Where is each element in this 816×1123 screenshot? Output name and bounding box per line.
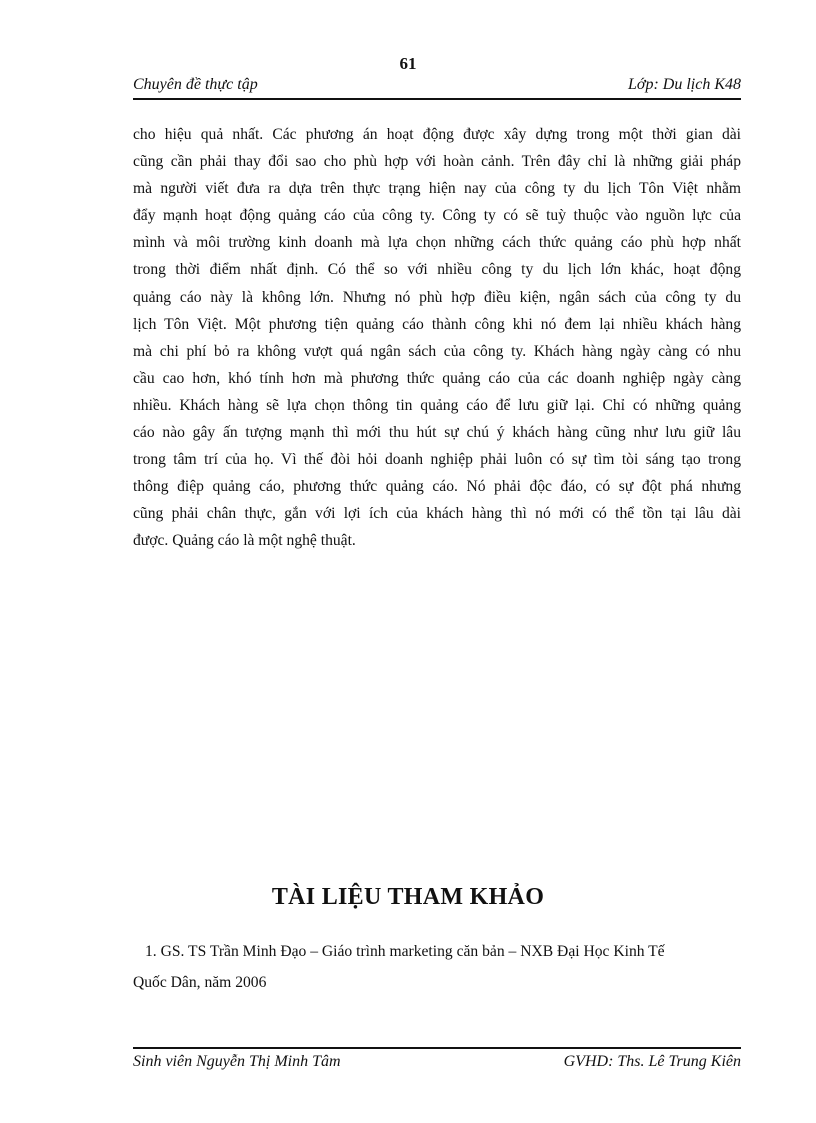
page-header	[133, 74, 741, 100]
body-line: được. Quảng cáo là một nghệ thuật.	[133, 532, 356, 550]
body-line: thông điệp quảng cáo, phương thức quảng cáo. Nó phải độc đáo, có sự đột phá nhưng	[133, 478, 741, 496]
body-line: cũng cần phải thay đổi sao cho phù hợp với hoàn cảnh. Trên đây chỉ là những giải pháp	[133, 153, 741, 171]
body-line: lịch Tôn Việt. Một phương tiện quảng cáo thành công khi nó đem lại nhiều khách hàng	[133, 315, 741, 333]
body-line: nhiều. Khách hàng sẽ lựa chọn thông tin quảng cáo để lưu giữ lại. Chỉ có những quảng	[133, 396, 741, 414]
header-class-name: Lớp: Du lịch K48	[628, 76, 741, 93]
body-paragraph	[133, 121, 741, 555]
body-line: cầu cao hơn, khó tính hơn mà phương thức quảng cáo của các doanh nghiệp ngày càng	[133, 369, 741, 387]
body-line: quảng cáo này là không lớn. Nhưng nó phù hợp điều kiện, ngân sách của công ty du	[133, 288, 741, 306]
body-line: cáo nào gây ấn tượng mạnh thì mới thu hút sự chú ý khách hàng cũng như lưu giữ lâu	[133, 424, 741, 442]
page-footer	[133, 1047, 741, 1075]
footer-student-name: Sinh viên Nguyễn Thị Minh Tâm	[133, 1053, 341, 1070]
body-line: mà người viết đưa ra dựa trên thực trạng hiện nay của công ty du lịch Tôn Việt nhằm	[133, 180, 741, 198]
body-line: trong tâm trí của họ. Vì thế đòi hỏi doanh nghiệp phải luôn có sự tìm tòi sáng tạo trong	[133, 451, 741, 469]
reference-item-line: 1. GS. TS Trần Minh Đạo – Giáo trình marketing căn bản – NXB Đại Học Kinh Tế	[145, 943, 665, 960]
references-list	[133, 936, 741, 998]
footer-supervisor-name: GVHD: Ths. Lê Trung Kiên	[563, 1053, 741, 1070]
reference-item-line: Quốc Dân, năm 2006	[133, 974, 267, 991]
page-number: 61	[399, 54, 417, 73]
header-course-title: Chuyên đề thực tập	[133, 76, 258, 93]
body-line: cho hiệu quả nhất. Các phương án hoạt động được xây dựng trong một thời gian dài	[133, 126, 741, 143]
body-line: cũng phải chân thực, gắn với lợi ích của khách hàng thì nó mới có thể tồn tại lâu dài	[133, 505, 741, 523]
references-heading: TÀI LIỆU THAM KHẢO	[271, 884, 545, 910]
body-line: đẩy mạnh hoạt động quảng cáo của công ty. Công ty có sẽ tuỳ thuộc vào nguồn lực của	[133, 207, 741, 225]
body-line: trong thời điểm nhất định. Có thể so với nhiều công ty du lịch lớn khác, hoạt động	[133, 261, 741, 279]
body-line: mà chi phí bỏ ra không vượt quá ngân sách của công ty. Khách hàng ngày càng có nhu	[133, 342, 741, 360]
body-line: mình và môi trường kinh doanh mà lựa chọn những cách thức quảng cáo phù hợp nhất	[133, 234, 741, 252]
